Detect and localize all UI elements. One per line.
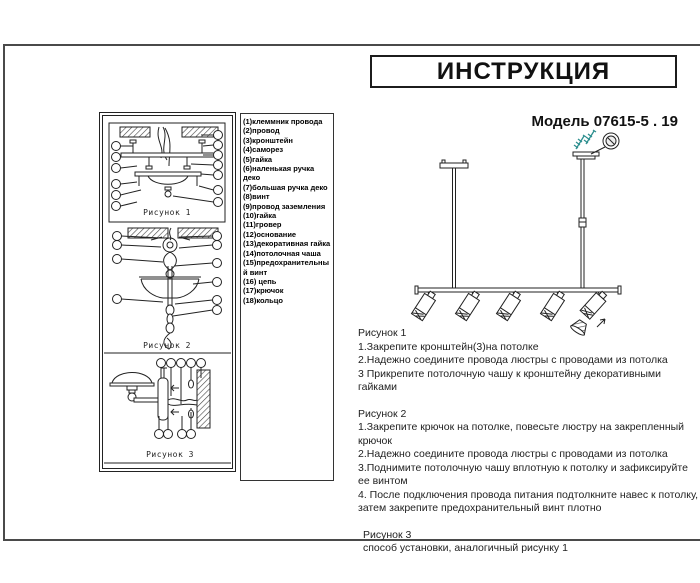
parts-list-item: (16) цепь — [243, 276, 277, 286]
instruction-step: 2.Надежно соедините провода люстры с проводами из потолка — [358, 448, 668, 460]
title-box — [370, 55, 677, 88]
wall-hatch — [197, 370, 210, 428]
figure3-caption: Рисунок 3 — [146, 450, 194, 459]
mount-bracket — [168, 399, 197, 406]
pendant-bar-fixture-drawing — [378, 126, 670, 338]
parts-list-item: (11)гровер — [243, 220, 282, 230]
parts-list-item: (9)провод заземления — [243, 201, 326, 211]
parts-list-item: (13)декоративная гайка — [243, 239, 331, 249]
instructions-fig2-heading: Рисунок 2 — [358, 407, 407, 420]
parts-list-item: (3)кронштейн — [243, 135, 293, 145]
parts-list-item: (15)предохранительный винт — [243, 258, 329, 277]
parts-list-item: (7)большая ручка деко — [243, 182, 328, 192]
instruction-step: 3 Прикрепите потолочную чашу к кронштейну декоративными гайками — [358, 367, 661, 393]
screw-detail-magnifier-icon — [591, 133, 619, 154]
sconce-arm — [134, 398, 158, 402]
figures-box — [99, 112, 236, 472]
instruction-step: 2.Надежно соедините провода люстры с проводами из потолка — [358, 354, 668, 366]
figure1-caption: Рисунок 1 — [143, 208, 191, 217]
figure3-wall-sconce-diagram — [104, 359, 231, 464]
ceiling-cup-bell — [141, 279, 199, 298]
left-canopy-rod — [440, 160, 468, 288]
instructions-fig3 — [358, 529, 700, 556]
parts-list-item: (8)винт — [243, 192, 270, 202]
ceiling-wires — [158, 127, 170, 166]
instruction-step: 4. После подключения провода питания подтолкните навес к потолку, затем закрепите предохранительный винт плотно — [358, 488, 699, 514]
figures-box-inner — [102, 115, 233, 469]
parts-list-item: (1)клеммник провода — [243, 117, 323, 126]
instruction-step: 1.Закрепите кронштейн(3)на потолке — [358, 340, 539, 353]
instruction-step: 3.Поднимите потолочную чашу вплотную к потолку и зафиксируйте ее винтом — [358, 461, 688, 487]
parts-list-item: (6)наленькая ручка деко — [243, 164, 315, 183]
parts-list-item: (12)основание — [243, 229, 297, 239]
spotlight-heads — [411, 289, 609, 321]
callout-circles-right — [173, 232, 222, 317]
callout-circles-left — [113, 232, 164, 304]
page-title: ИНСТРУКЦИЯ — [436, 57, 611, 85]
parts-list-item: (4)саморез — [243, 145, 284, 155]
instructions-fig1 — [358, 327, 700, 395]
parts-list-item: (10)гайка — [243, 211, 277, 221]
attach-arrow-icon — [597, 319, 605, 327]
callout-circles-right — [173, 131, 223, 207]
wall-plate — [158, 378, 168, 420]
figure2-caption: Рисунок 2 — [143, 341, 191, 350]
parts-list-item: (2)провод — [243, 126, 280, 136]
figure2-hook-hanging-diagram — [104, 228, 231, 353]
parts-list — [240, 113, 334, 481]
instructions-fig2 — [358, 408, 700, 516]
parts-list-item: (17)крючок — [243, 286, 284, 296]
model-label: Модель 07615-5 . 19 — [531, 113, 678, 130]
parts-list-item: (18)кольцо — [243, 295, 283, 305]
chain-links — [166, 305, 174, 333]
parts-list-item: (5)гайка — [243, 154, 272, 164]
instructions-text — [358, 327, 700, 556]
right-mount-rod — [573, 152, 599, 288]
canopy-dome — [148, 176, 188, 184]
screw-arrow-bottom — [171, 409, 179, 415]
instructions-fig3-heading: Рисунок 3 — [363, 528, 412, 541]
instruction-step: 1.Закрепите крючок на потолке, повесьте люстру на закрепленный крючок — [358, 421, 685, 447]
mounting-screws-icon — [574, 130, 596, 149]
figures-drawing — [103, 116, 232, 468]
glass-shade-dome — [112, 373, 152, 384]
figure1-ceiling-mount-diagram — [109, 123, 225, 222]
parts-list-item: (14)потолочная чаша — [243, 248, 321, 258]
instruction-note: способ установки, аналогичный рисунку 1 — [363, 542, 568, 554]
screw-arrow-top — [171, 385, 179, 391]
instructions-fig1-heading: Рисунок 1 — [358, 327, 407, 339]
